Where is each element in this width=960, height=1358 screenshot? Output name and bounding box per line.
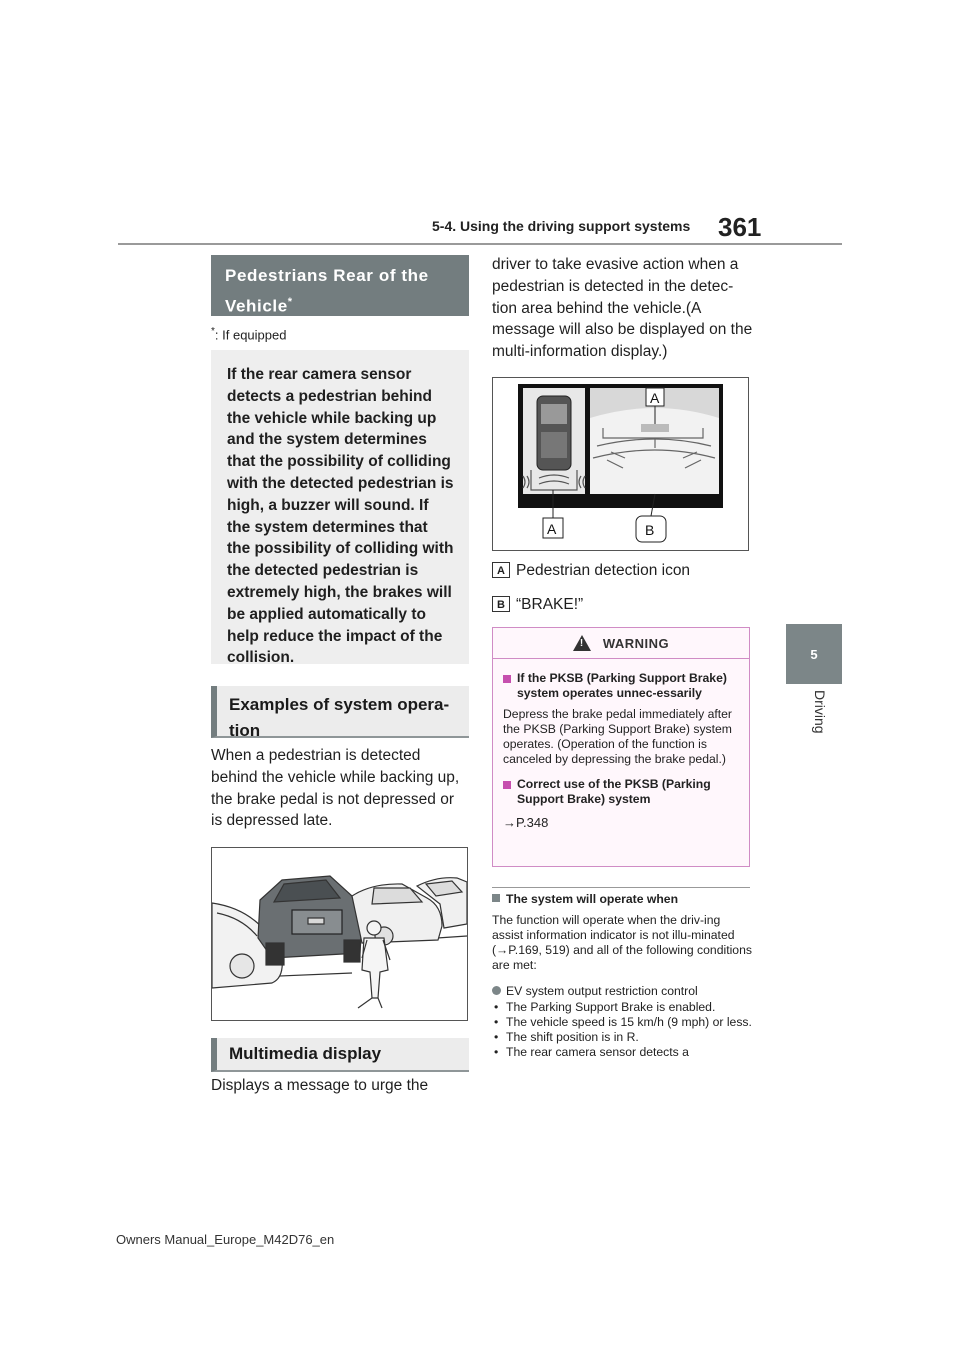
conditions-list [492, 1000, 754, 1060]
legend-item-a: A Pedestrian detection icon [492, 562, 690, 580]
warning-title-bar [493, 628, 749, 659]
examples-text: When a pedestrian is detected behind the vehicle while backing up, the brake pedal is not depressed or is depressed late. [211, 747, 460, 830]
warning-box [492, 627, 750, 867]
chapter-tab [786, 624, 842, 684]
continued-text: driver to take evasive action when a pedestrian is detected in the detec-tion area behind the vehicle.(A message will also be displayed on the multi-information display.) [492, 256, 753, 361]
footnote: *: If equipped [211, 326, 287, 343]
operate-heading: The system will operate when [492, 892, 750, 907]
list-item: • The rear camera sensor detects a [492, 1045, 754, 1060]
multimedia-text: Displays a message to urge the [211, 1077, 429, 1094]
header-divider [118, 243, 842, 245]
warning-title: WARNING [602, 635, 670, 651]
warning-item-heading: Correct use of the PKSB (Parking Support Brake) system [503, 777, 739, 807]
warning-item-body: →P.348 [503, 815, 549, 830]
ev-item: EV system output restriction control [492, 984, 754, 999]
chapter-label: Driving [812, 690, 828, 734]
legend-key-b: B [492, 596, 510, 612]
section-heading-line2: Vehicle* [225, 296, 293, 316]
section-header: 5-4. Using the driving support systems [432, 218, 691, 234]
display-figure [492, 377, 749, 551]
examples-heading: Examples of system opera-tion [211, 686, 469, 738]
warning-item-body: Depress the brake pedal immediately after the PKSB (Parking Support Brake) system operates. (Operation of the function is canceled by depressing the brake pedal.) [503, 707, 732, 766]
footer: Owners Manual_Europe_M42D76_en [116, 1232, 335, 1247]
operate-text: The function will operate when the driv-ing assist information indicator is not illu-minated (→P.169, 519) and all of the following conditions are met: [492, 913, 752, 972]
figure-label-a-bottom: A [547, 521, 557, 537]
divider [492, 887, 750, 888]
section-heading [211, 255, 469, 316]
legend-item-b: B “BRAKE!” [492, 596, 583, 614]
summary-box: If the rear camera sensor detects a pedestrian behind the vehicle while backing up and the system determines that the possibility of colliding with the detected pedestrian is high, a buzzer will sound. If the system determines that the possibility of colliding with the detected pedestrian is extremely high, the brakes will be applied automatically to help reduce the impact of the collision. [211, 350, 469, 664]
legend-key-a: A [492, 562, 510, 578]
warning-triangle-icon: ! [573, 635, 591, 651]
list-item: • The vehicle speed is 15 km/h (9 mph) or less. [492, 1015, 754, 1030]
section-heading-line1: Pedestrians Rear of the [225, 266, 429, 285]
chapter-number: 5 [810, 646, 818, 662]
figure-label-a-top: A [650, 390, 660, 406]
figure-label-b: B [645, 522, 655, 538]
multimedia-heading: Multimedia display [211, 1038, 469, 1072]
list-item: • The Parking Support Brake is enabled. [492, 1000, 754, 1015]
list-item: • The shift position is in R. [492, 1030, 754, 1045]
page-number: 361 [718, 212, 762, 242]
warning-item-heading: If the PKSB (Parking Support Brake) system operates unnec-essarily [503, 671, 739, 701]
pedestrian-illustration [211, 847, 468, 1021]
